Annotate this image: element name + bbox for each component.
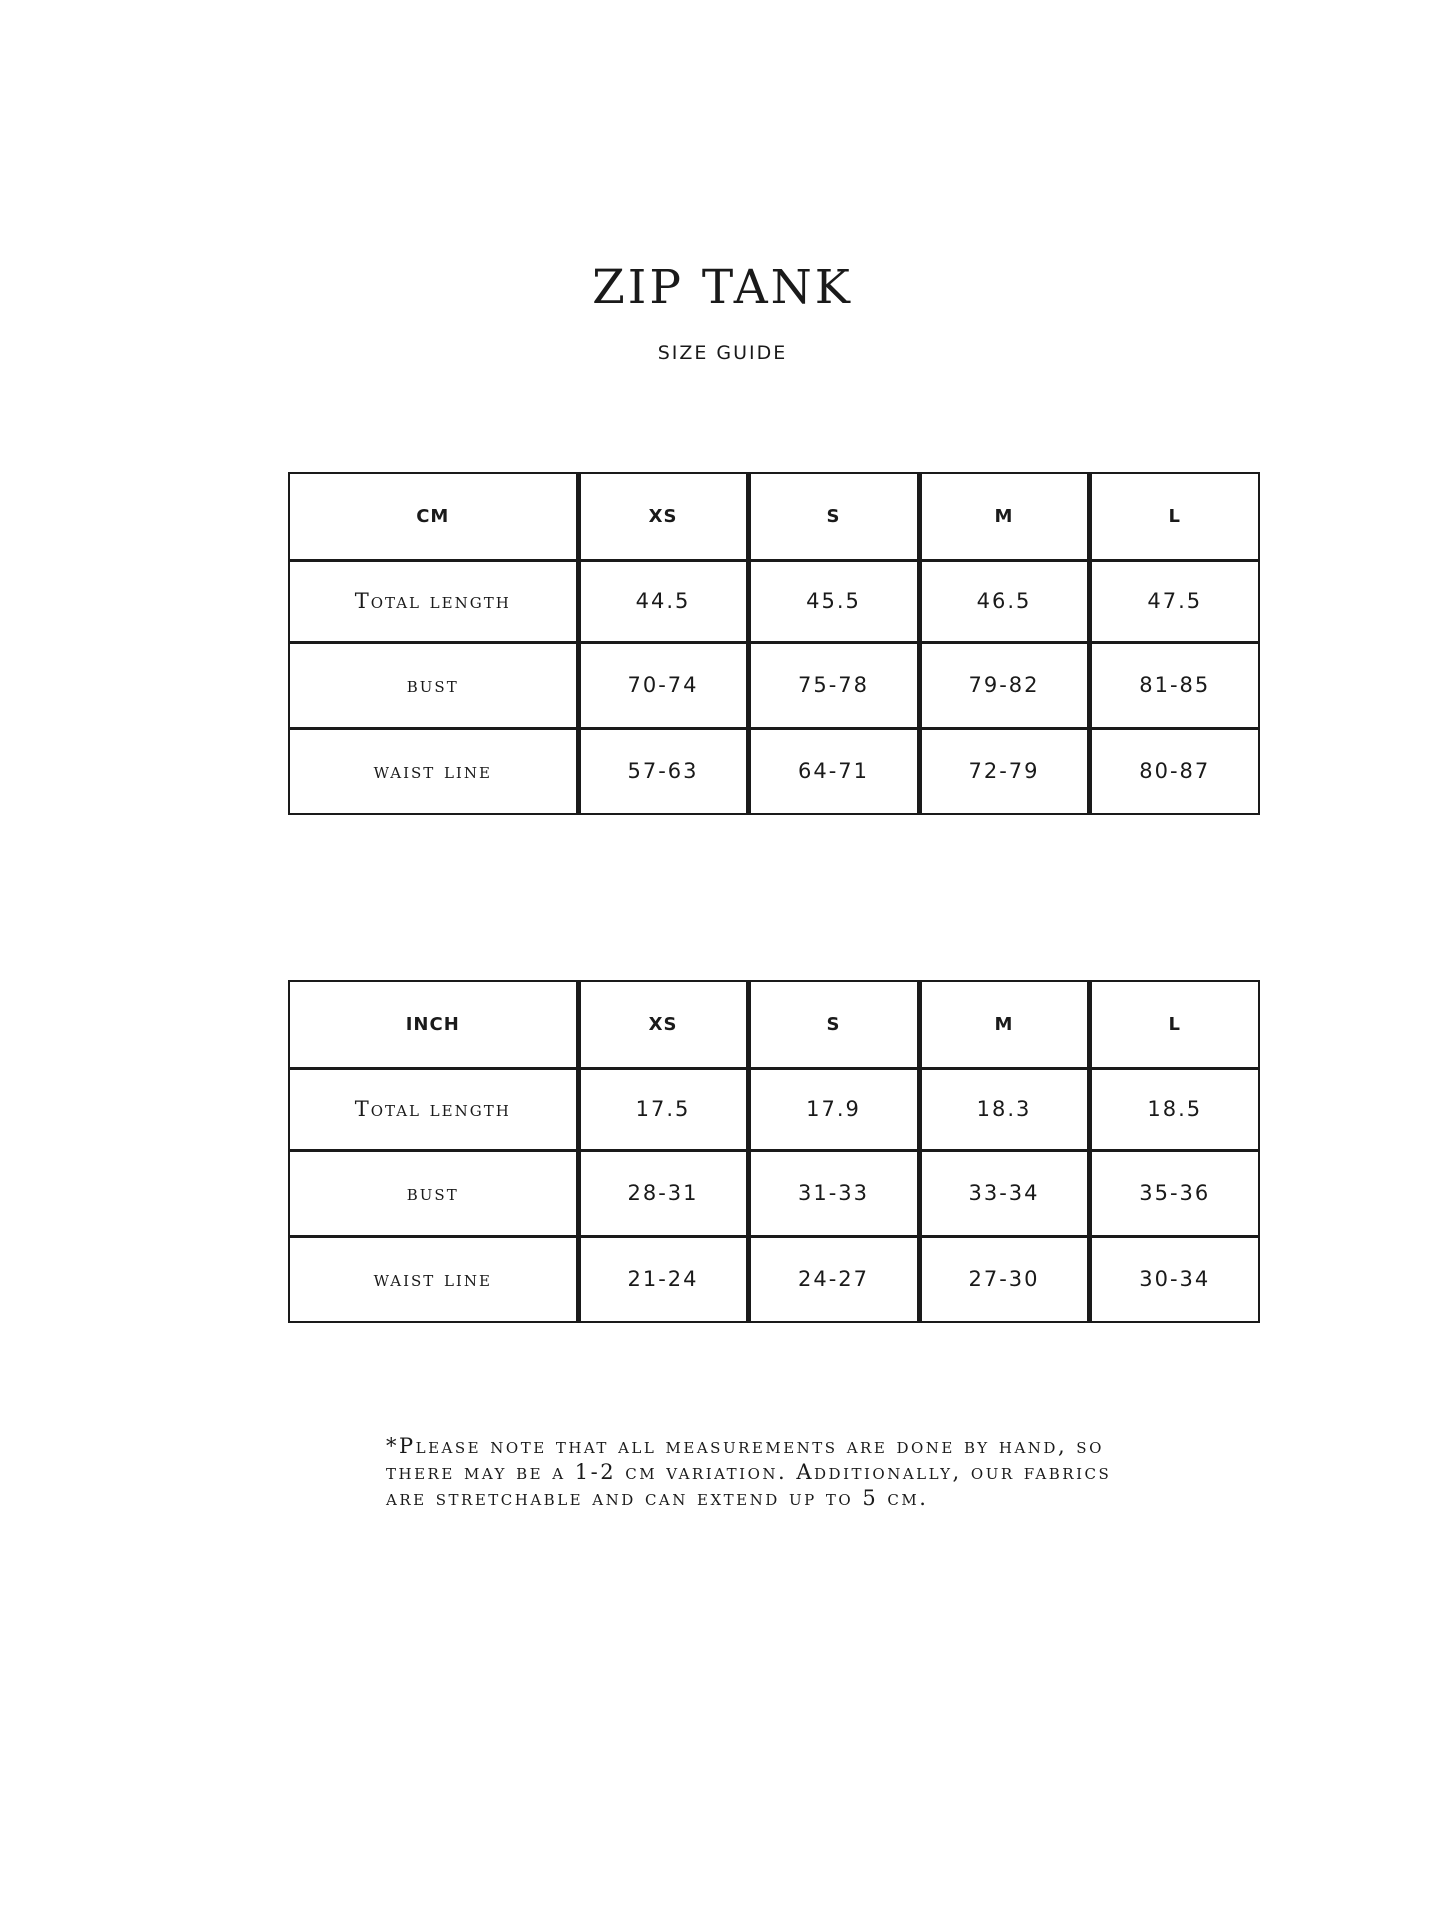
size-header-m: M	[919, 981, 1089, 1068]
table-row	[289, 642, 1259, 728]
table-cell: 57-63	[578, 728, 748, 814]
size-header-l: L	[1089, 473, 1259, 560]
table-row	[289, 1068, 1259, 1150]
unit-header: INCH	[289, 981, 578, 1068]
size-header-m: M	[919, 473, 1089, 560]
table-cell: 27-30	[919, 1236, 1089, 1322]
row-label-waist-line: waist line	[289, 1236, 578, 1322]
table-cell: 75-78	[748, 642, 919, 728]
row-label-waist-line: waist line	[289, 728, 578, 814]
table-header-row	[289, 981, 1259, 1068]
size-header-s: S	[748, 473, 919, 560]
size-header-xs: XS	[578, 981, 748, 1068]
table-cell: 18.5	[1089, 1068, 1259, 1150]
table-cell: 46.5	[919, 560, 1089, 642]
size-header-s: S	[748, 981, 919, 1068]
size-header-xs: XS	[578, 473, 748, 560]
table-cell: 18.3	[919, 1068, 1089, 1150]
table-cell: 30-34	[1089, 1236, 1259, 1322]
table-cell: 24-27	[748, 1236, 919, 1322]
note-line: are stretchable and can extend up to 5 cm.	[386, 1486, 929, 1510]
table-cell: 31-33	[748, 1150, 919, 1236]
table-cell: 45.5	[748, 560, 919, 642]
size-table-cm	[288, 472, 1260, 815]
row-label-bust: bust	[289, 1150, 578, 1236]
table-cell: 28-31	[578, 1150, 748, 1236]
table-cell: 79-82	[919, 642, 1089, 728]
note-line: *Please note that all measurements are done by hand, so	[386, 1434, 1104, 1458]
page-subtitle: SIZE GUIDE	[657, 342, 788, 364]
table-cell: 17.9	[748, 1068, 919, 1150]
table-cell: 72-79	[919, 728, 1089, 814]
size-table-inch	[288, 980, 1260, 1323]
table-header-row	[289, 473, 1259, 560]
row-label-bust: bust	[289, 642, 578, 728]
measurement-note	[386, 1433, 1206, 1511]
table-cell: 44.5	[578, 560, 748, 642]
page-title: ZIP TANK	[592, 260, 853, 315]
table-row	[289, 1150, 1259, 1236]
note-line: there may be a 1-2 cm variation. Additionally, our fabrics	[386, 1460, 1112, 1484]
table-row	[289, 728, 1259, 814]
table-cell: 81-85	[1089, 642, 1259, 728]
table-cell: 70-74	[578, 642, 748, 728]
table-cell: 17.5	[578, 1068, 748, 1150]
table-cell: 47.5	[1089, 560, 1259, 642]
table-row	[289, 1236, 1259, 1322]
table-cell: 33-34	[919, 1150, 1089, 1236]
table-cell: 21-24	[578, 1236, 748, 1322]
row-label-total-length: Total length	[289, 560, 578, 642]
table-cell: 64-71	[748, 728, 919, 814]
unit-header: CM	[289, 473, 578, 560]
table-cell: 80-87	[1089, 728, 1259, 814]
size-header-l: L	[1089, 981, 1259, 1068]
table-row	[289, 560, 1259, 642]
row-label-total-length: Total length	[289, 1068, 578, 1150]
table-cell: 35-36	[1089, 1150, 1259, 1236]
